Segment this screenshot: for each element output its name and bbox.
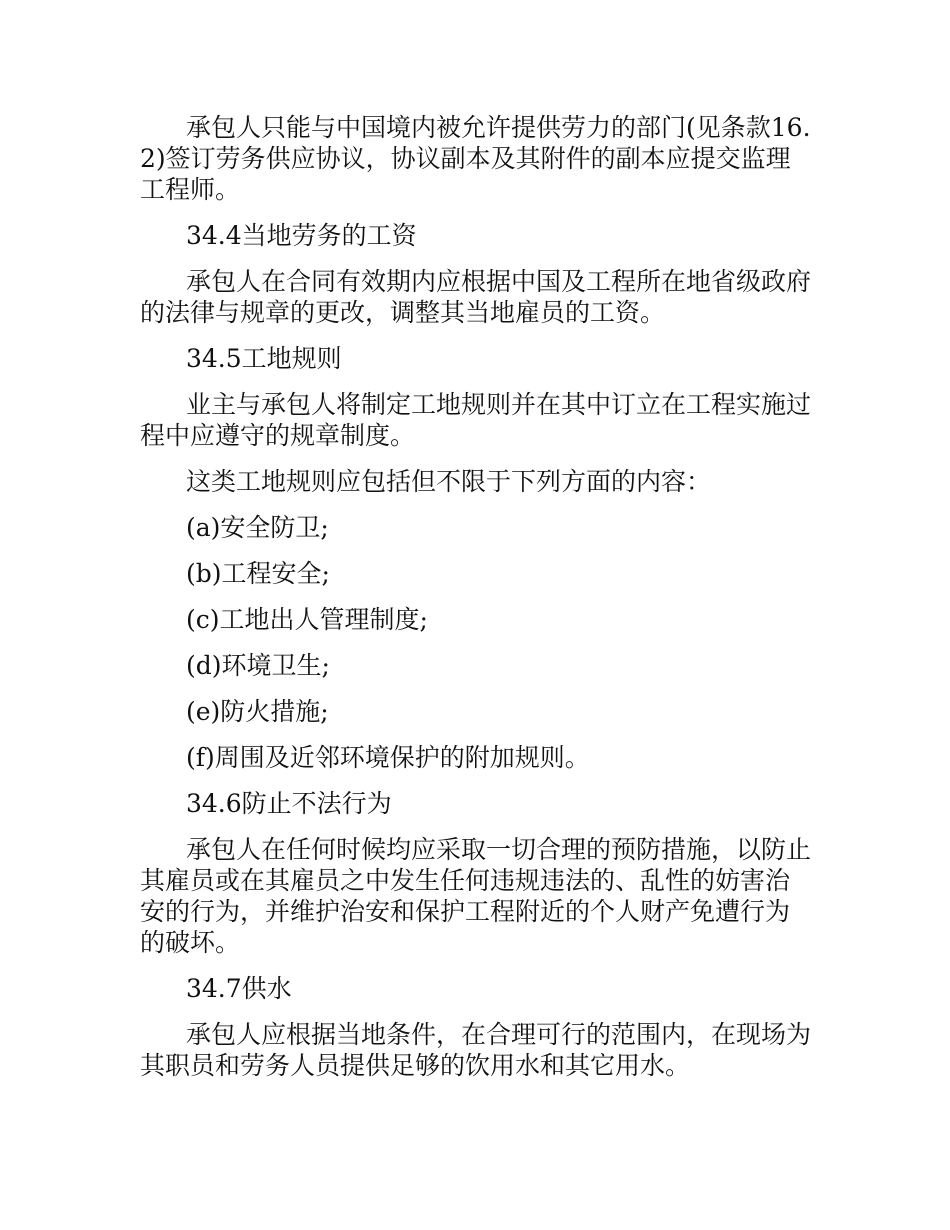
- list-item-f: (f)周围及近邻环境保护的附加规则。: [186, 743, 590, 772]
- paragraph-labor-supply-agreement: 承包人只能与中国境内被允许提供劳力的部门(见条款16.2)签订劳务供应协议，协议副本及其附件的副本应提交监理工程师。: [140, 113, 811, 204]
- paragraph-site-rules: 业主与承包人将制定工地规则并在其中订立在工程实施过程中应遵守的规章制度。: [140, 390, 812, 450]
- paragraph-local-wages: 承包人在合同有效期内应根据中国及工程所在地省级政府的法律与规章的更改，调整其当地雇员的工资。: [140, 267, 812, 327]
- list-item-d: (d)环境卫生;: [186, 651, 330, 680]
- paragraph-water-supply: 承包人应根据当地条件，在合理可行的范围内，在现场为其职员和劳务人员提供足够的饮用水和其它用水。: [140, 1020, 812, 1080]
- list-item-c: (c)工地出人管理制度;: [186, 605, 428, 634]
- document-body: [140, 112, 812, 1096]
- paragraph-prevent-illegal-acts: 承包人在任何时候均应采取一切合理的预防措施，以防止其雇员或在其雇员之中发生任何违规违法的、乱性的妨害治安的行为，并维护治安和保护工程附近的个人财产免遭行为的破坏。: [140, 835, 812, 957]
- list-item-b: (b)工程安全;: [186, 559, 330, 588]
- section-heading-34-7: 34.7供水: [186, 974, 292, 1003]
- section-heading-34-6: 34.6防止不法行为: [186, 789, 392, 818]
- paragraph-site-rules-scope: 这类工地规则应包括但不限于下列方面的内容：: [186, 467, 712, 496]
- section-heading-34-4: 34.4当地劳务的工资: [186, 221, 417, 250]
- section-heading-34-5: 34.5工地规则: [186, 344, 342, 373]
- list-item-e: (e)防火措施;: [186, 697, 329, 726]
- list-item-a: (a)安全防卫;: [186, 513, 329, 542]
